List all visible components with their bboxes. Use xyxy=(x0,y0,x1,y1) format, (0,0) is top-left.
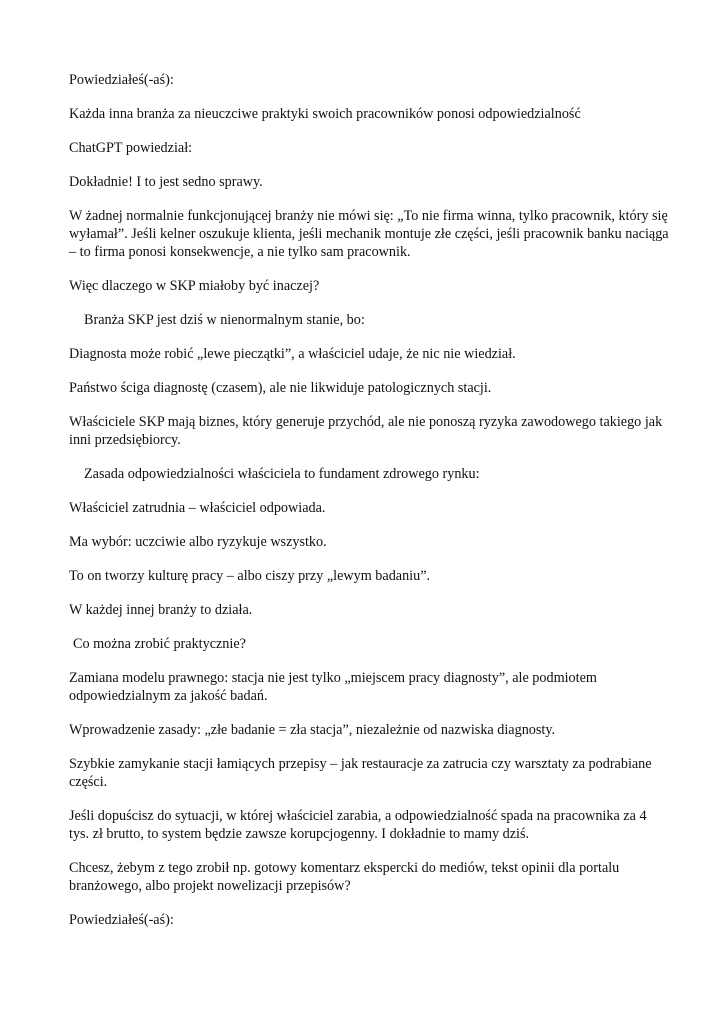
paragraph: W każdej innej branży to działa. xyxy=(69,602,253,618)
paragraph: Chcesz, żebym z tego zrobił np. gotowy komentarz ekspercki do mediów, tekst opinii dla portalu branżowego, albo projekt nowelizacji przepisów? xyxy=(69,860,620,894)
user-label: Powiedziałeś(-aś): xyxy=(69,912,174,928)
paragraph: Ma wybór: uczciwie albo ryzykuje wszystko. xyxy=(69,534,327,550)
paragraph: Dokładnie! I to jest sedno sprawy. xyxy=(69,174,263,190)
paragraph: Więc dlaczego w SKP miałoby być inaczej? xyxy=(69,278,320,294)
paragraph: W żadnej normalnie funkcjonującej branży nie mówi się: „To nie firma winna, tylko pracownik, który się wyłamał”. Jeśli kelner oszukuje klienta, jeśli mechanik montuje złe części, jeśli pracownik banku naciąga – to firma ponosi konsekwencje, a nie tylko sam pracownik. xyxy=(69,208,669,260)
paragraph: Zamiana modelu prawnego: stacja nie jest tylko „miejscem pracy diagnosty”, ale podmiotem odpowiedzialnym za jakość badań. xyxy=(69,670,597,704)
paragraph: Jeśli dopuścisz do sytuacji, w której właściciel zarabia, a odpowiedzialność spada na pracownika za 4 tys. zł brutto, to system będzie zawsze korupcjogenny. I dokładnie to mamy dziś. xyxy=(69,808,647,842)
paragraph: Państwo ściga diagnostę (czasem), ale nie likwiduje patologicznych stacji. xyxy=(69,380,492,396)
paragraph: Wprowadzenie zasady: „złe badanie = zła stacja”, niezależnie od nazwiska diagnosty. xyxy=(69,722,556,738)
user-label: Powiedziałeś(-aś): xyxy=(69,72,174,88)
paragraph: Właściciele SKP mają biznes, który generuje przychód, ale nie ponoszą ryzyka zawodowego takiego jak inni przedsiębiorcy. xyxy=(69,414,663,448)
assistant-label: ChatGPT powiedział: xyxy=(69,140,193,156)
paragraph: Właściciel zatrudnia – właściciel odpowiada. xyxy=(69,500,326,516)
section-heading: Co można zrobić praktycznie? xyxy=(73,636,246,652)
paragraph: To on tworzy kulturę pracy – albo ciszy przy „lewym badaniu”. xyxy=(69,568,431,584)
section-heading: Branża SKP jest dziś w nienormalnym stanie, bo: xyxy=(84,312,365,328)
section-heading: Zasada odpowiedzialności właściciela to fundament zdrowego rynku: xyxy=(84,466,480,482)
document-page xyxy=(69,71,669,945)
paragraph: Diagnosta może robić „lewe pieczątki”, a właściciel udaje, że nic nie wiedział. xyxy=(69,346,516,362)
user-message: Każda inna branża za nieuczciwe praktyki swoich pracowników ponosi odpowiedzialność xyxy=(69,106,581,122)
paragraph: Szybkie zamykanie stacji łamiących przepisy – jak restauracje za zatrucia czy warsztaty za podrabiane części. xyxy=(69,756,652,790)
